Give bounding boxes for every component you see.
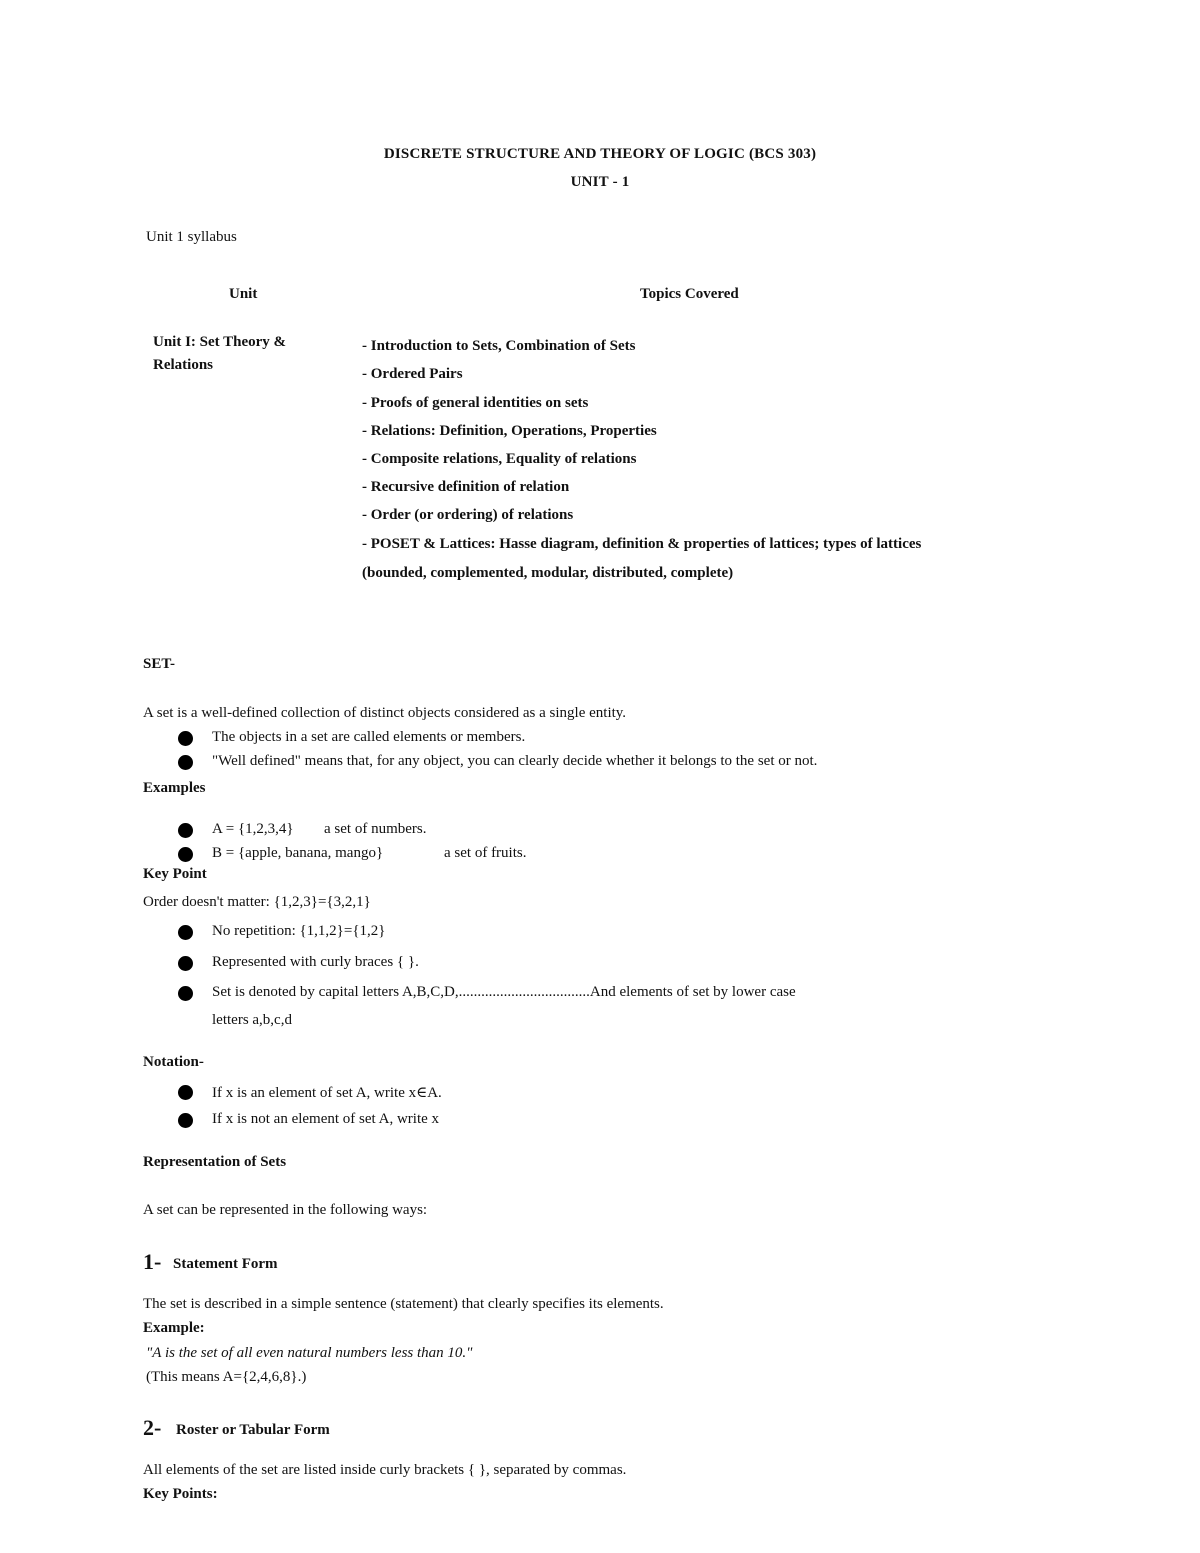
topic-item-continuation: (bounded, complemented, modular, distributed, complete) xyxy=(362,565,734,581)
bullet-icon xyxy=(178,1113,193,1128)
bullet-icon xyxy=(178,925,193,940)
topic-item: - POSET & Lattices: Hasse diagram, definition & properties of lattices; types of lattices xyxy=(362,536,922,552)
unit-title: UNIT - 1 xyxy=(570,174,630,190)
topic-item: - Ordered Pairs xyxy=(362,366,463,382)
unit-name-line2: Relations xyxy=(153,357,213,373)
table-header-topics: Topics Covered xyxy=(640,286,739,302)
topic-item: - Introduction to Sets, Combination of Sets xyxy=(362,338,636,354)
statement-form-desc: The set is described in a simple sentence (statement) that clearly specifies its elements. xyxy=(143,1296,664,1312)
roster-key-points-label: Key Points: xyxy=(143,1486,218,1502)
syllabus-label: Unit 1 syllabus xyxy=(146,229,237,245)
key-point-first: Order doesn't matter: {1,2,3}={3,2,1} xyxy=(143,894,371,910)
key-point-heading: Key Point xyxy=(143,866,207,882)
statement-example-note: (This means A={2,4,6,8}.) xyxy=(146,1369,307,1385)
set-bullet: "Well defined" means that, for any object, you can clearly decide whether it belongs to the set or not. xyxy=(212,753,818,769)
table-header-unit: Unit xyxy=(229,286,258,302)
example-desc: a set of fruits. xyxy=(444,845,527,861)
key-point-item: Set is denoted by capital letters A,B,C,D,...................................And elements of set by lower case xyxy=(212,984,796,1000)
representation-heading: Representation of Sets xyxy=(143,1154,287,1170)
topic-item: - Relations: Definition, Operations, Properties xyxy=(362,423,657,439)
key-point-continuation: letters a,b,c,d xyxy=(212,1012,292,1028)
bullet-icon xyxy=(178,847,193,862)
representation-intro: A set can be represented in the following ways: xyxy=(143,1202,428,1218)
topic-item: - Composite relations, Equality of relations xyxy=(362,451,637,467)
example-desc: a set of numbers. xyxy=(324,821,427,837)
bullet-icon xyxy=(178,956,193,971)
roster-form-number: 2- xyxy=(143,1415,162,1440)
example-set: A = {1,2,3,4} xyxy=(212,821,294,837)
roster-form-title: Roster or Tabular Form xyxy=(176,1422,330,1438)
bullet-icon xyxy=(178,986,193,1001)
topic-item: - Proofs of general identities on sets xyxy=(362,395,589,411)
notation-item: If x is an element of set A, write x∈A. xyxy=(212,1085,442,1101)
examples-heading: Examples xyxy=(143,780,206,796)
notation-item: If x is not an element of set A, write x xyxy=(212,1111,440,1127)
topic-item: - Recursive definition of relation xyxy=(362,479,570,495)
bullet-icon xyxy=(178,731,193,746)
set-definition: A set is a well-defined collection of distinct objects considered as a single entity. xyxy=(143,705,627,721)
key-point-item: Represented with curly braces { }. xyxy=(212,954,419,970)
statement-example-label: Example: xyxy=(143,1320,205,1336)
topic-item: - Order (or ordering) of relations xyxy=(362,507,574,523)
bullet-icon xyxy=(178,1085,193,1100)
statement-form-title: Statement Form xyxy=(173,1256,278,1272)
set-bullet: The objects in a set are called elements or members. xyxy=(212,729,526,745)
course-title: DISCRETE STRUCTURE AND THEORY OF LOGIC (BCS 303) xyxy=(383,146,817,162)
bullet-icon xyxy=(178,823,193,838)
unit-name-line1: Unit I: Set Theory & xyxy=(153,334,287,350)
notation-heading: Notation- xyxy=(143,1054,204,1070)
key-point-item: No repetition: {1,1,2}={1,2} xyxy=(212,923,386,939)
set-heading: SET- xyxy=(143,656,175,672)
statement-form-number: 1- xyxy=(143,1249,162,1274)
statement-example-quote: "A is the set of all even natural numbers less than 10." xyxy=(146,1345,473,1361)
roster-form-desc: All elements of the set are listed inside curly brackets { }, separated by commas. xyxy=(143,1462,627,1478)
bullet-icon xyxy=(178,755,193,770)
example-set: B = {apple, banana, mango} xyxy=(212,845,384,861)
